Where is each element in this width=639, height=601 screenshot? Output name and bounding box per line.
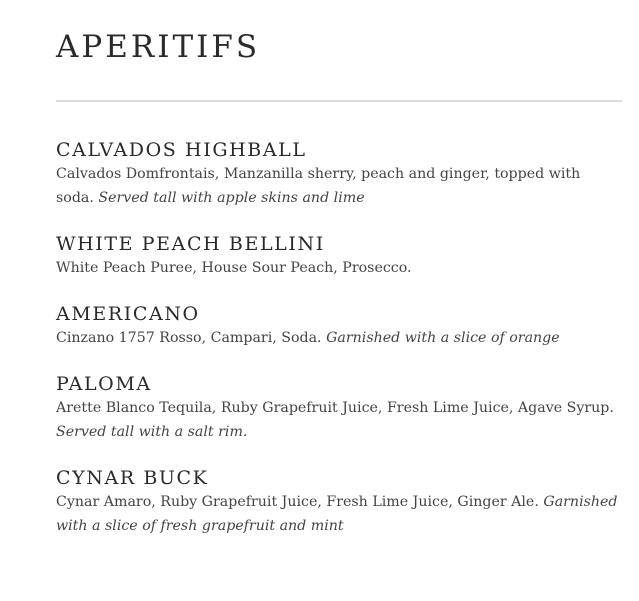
menu-item — [56, 302, 622, 350]
item-ingredients: Arette Blanco Tequila, Ruby Grapefruit Juice, Fresh Lime Juice, Agave Syrup. — [56, 400, 614, 416]
item-description — [56, 256, 622, 280]
section-divider — [56, 100, 622, 102]
menu-items — [56, 138, 622, 538]
item-ingredients: Cynar Amaro, Ruby Grapefruit Juice, Fresh Lime Juice, Ginger Ale. — [56, 494, 539, 510]
menu-item — [56, 232, 622, 280]
item-serving-note: Served tall with apple skins and lime — [98, 190, 365, 206]
item-ingredients: White Peach Puree, House Sour Peach, Prosecco. — [56, 260, 412, 276]
item-ingredients: Cinzano 1757 Rosso, Campari, Soda. — [56, 330, 322, 346]
item-name: AMERICANO — [56, 303, 200, 325]
item-description — [56, 490, 622, 538]
item-name: CALVADOS HIGHBALL — [56, 139, 307, 161]
item-name: CYNAR BUCK — [56, 467, 209, 489]
item-description — [56, 396, 622, 444]
item-serving-note: Served tall with a salt rim. — [56, 424, 248, 440]
item-name: WHITE PEACH BELLINI — [56, 233, 325, 255]
item-name: PALOMA — [56, 373, 152, 395]
menu-item — [56, 466, 622, 538]
item-serving-note: Garnished with a slice of fresh grapefruit and mint — [56, 494, 618, 534]
item-description — [56, 326, 622, 350]
menu-item — [56, 372, 622, 444]
item-serving-note: Garnished with a slice of orange — [326, 330, 560, 346]
item-ingredients: Calvados Domfrontais, Manzanilla sherry, peach and ginger, topped with soda. — [56, 166, 581, 206]
menu-item — [56, 138, 622, 210]
item-description — [56, 162, 622, 210]
section-title: APERITIFS — [56, 29, 261, 65]
menu-section — [56, 0, 622, 560]
